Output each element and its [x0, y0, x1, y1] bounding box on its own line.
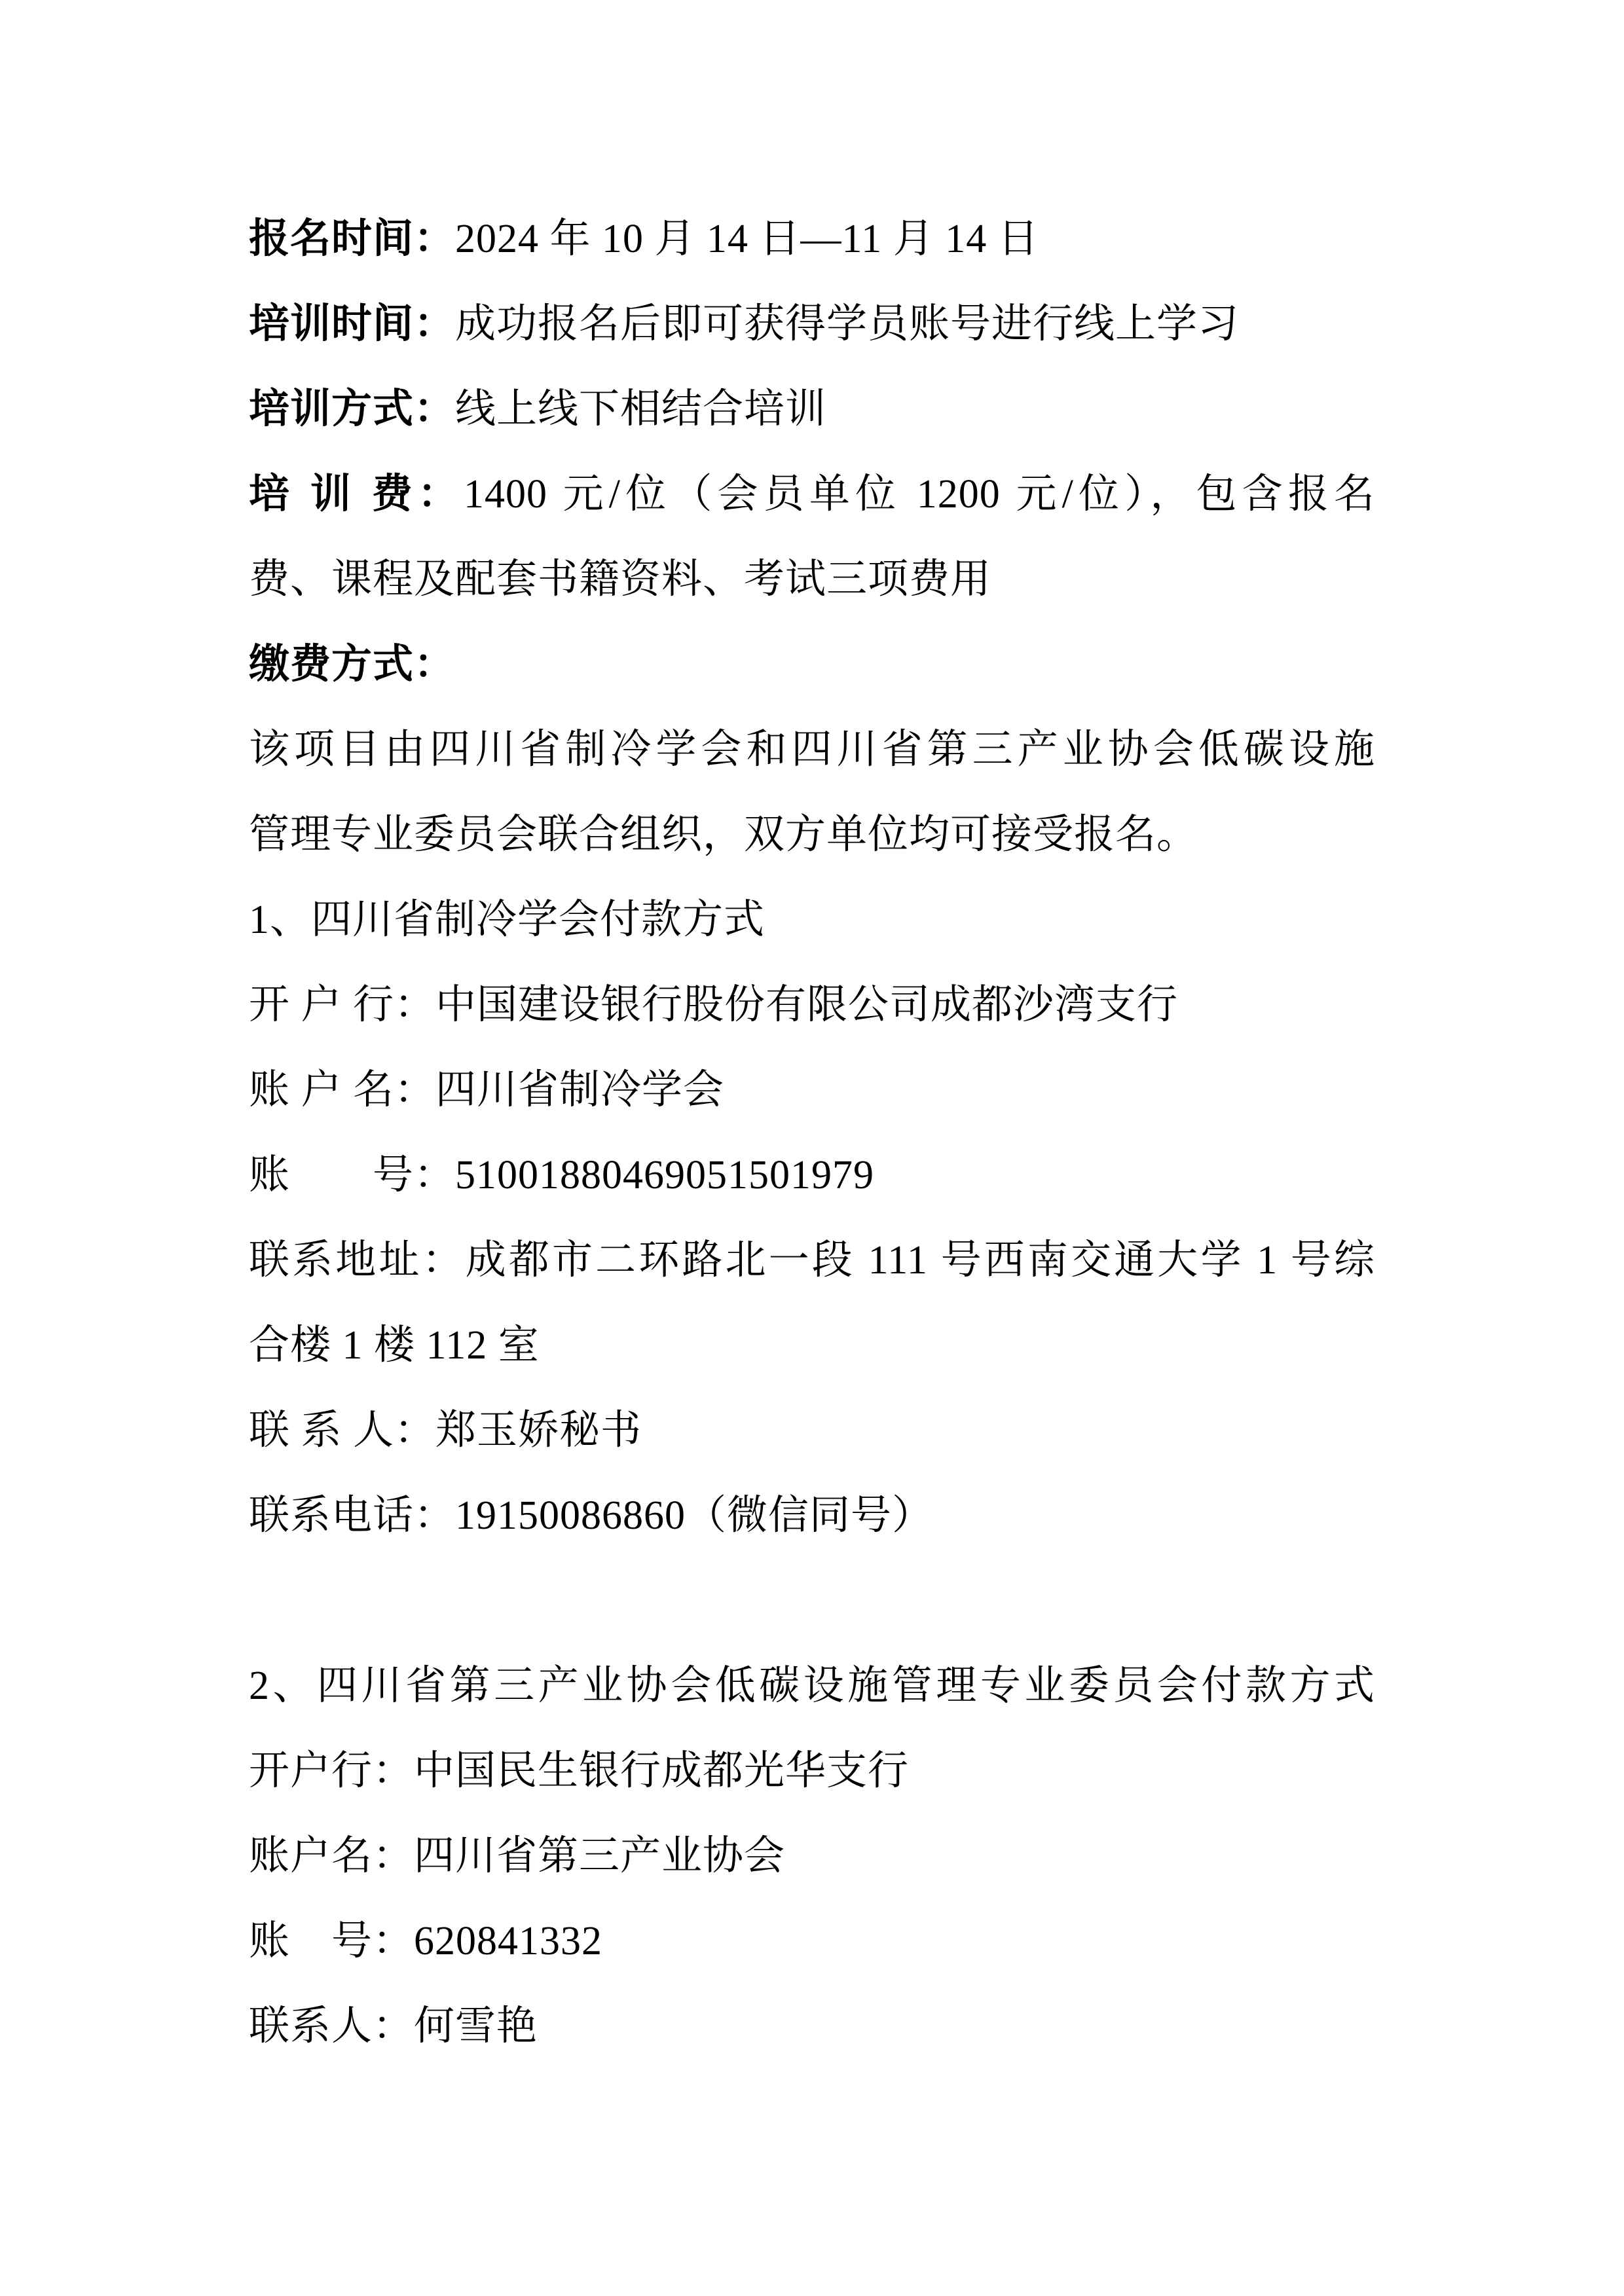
text-line [249, 1984, 1375, 2069]
blank-line [249, 1558, 1375, 1643]
text-segment: 管理专业委员会联合组织，双方单位均可接受报名。 [249, 812, 1198, 857]
label-segment: 培 训 费： [249, 472, 464, 517]
text-segment: 联系人：何雪艳 [249, 2004, 538, 2049]
text-line [249, 622, 1375, 707]
text-line [249, 1643, 1375, 1728]
label-segment: 缴费方式： [249, 642, 456, 687]
text-line [249, 1728, 1375, 1813]
text-line [249, 707, 1375, 792]
label-segment: 报名时间： [249, 217, 456, 261]
text-segment: 开户行：中国民生银行成都光华支行 [249, 1749, 910, 1793]
text-segment: 1、四川省制冷学会付款方式 [249, 898, 766, 942]
text-line [249, 1899, 1375, 1984]
text-line [249, 792, 1375, 877]
text-segment: 成功报名后即可获得学员账号进行线上学习 [455, 302, 1240, 346]
text-line [249, 1048, 1375, 1133]
text-line [249, 1473, 1375, 1558]
text-segment: 账 号：620841332 [249, 1919, 603, 1963]
text-segment: 2024 年 10 月 14 日—11 月 14 日 [455, 217, 1039, 261]
text-line [249, 1218, 1375, 1303]
text-line [249, 1133, 1375, 1218]
text-segment: 开 户 行：中国建设银行股份有限公司成都沙湾支行 [249, 983, 1179, 1027]
text-segment: 该项目由四川省制冷学会和四川省第三产业协会低碳设施 [249, 727, 1375, 772]
text-segment: 联 系 人：郑玉娇秘书 [249, 1408, 642, 1453]
document-body [249, 196, 1375, 2069]
text-line [249, 282, 1375, 367]
text-segment: 账 户 名：四川省制冷学会 [249, 1068, 725, 1112]
text-line [249, 1303, 1375, 1388]
text-segment: 账户名：四川省第三产业协会 [249, 1834, 786, 1878]
text-segment: 联系电话：19150086860（微信同号） [249, 1493, 934, 1538]
text-line [249, 537, 1375, 622]
text-line [249, 452, 1375, 537]
text-segment: 账 号：51001880469051501979 [249, 1153, 875, 1197]
label-segment: 培训方式： [249, 387, 456, 431]
text-segment: 2、四川省第三产业协会低碳设施管理专业委员会付款方式 [249, 1664, 1375, 1708]
text-segment: 1400 元/位（会员单位 1200 元/位），包含报名 [463, 472, 1375, 517]
text-line [249, 196, 1375, 282]
text-line [249, 877, 1375, 962]
text-line [249, 1813, 1375, 1899]
text-segment: 线上线下相结合培训 [455, 387, 827, 431]
text-segment: 合楼 1 楼 112 室 [249, 1323, 540, 1368]
label-segment: 培训时间： [249, 302, 456, 346]
text-line [249, 1388, 1375, 1473]
text-segment: 费、课程及配套书籍资料、考试三项费用 [249, 557, 992, 602]
text-line [249, 367, 1375, 452]
text-segment: 联系地址：成都市二环路北一段 111 号西南交通大学 1 号综 [249, 1238, 1375, 1283]
text-line [249, 962, 1375, 1048]
